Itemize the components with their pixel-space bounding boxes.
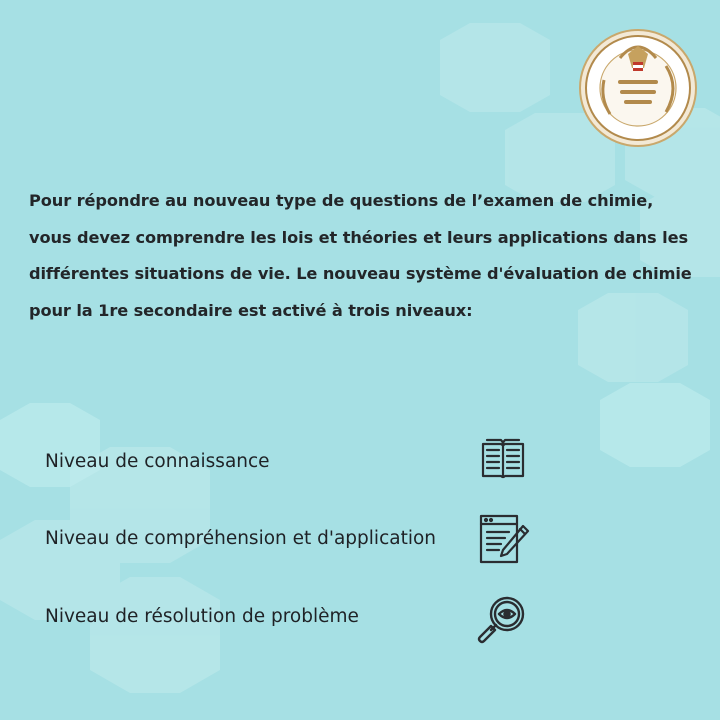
magnifier-eye-icon: [475, 592, 531, 648]
document-pen-icon: [475, 510, 531, 566]
hexagon-shape: [0, 403, 100, 487]
hexagon-shape: [600, 383, 710, 467]
hexagon-shape: [440, 23, 550, 112]
level-label-knowledge: Niveau de connaissance: [45, 451, 270, 472]
level-label-problem-solving: Niveau de résolution de problème: [45, 606, 359, 627]
open-book-icon: [475, 432, 531, 488]
intro-paragraph: Pour répondre au nouveau type de questions de l’examen de chimie, vous devez comprendre les lois et théories et leurs applications dans les différentes situations de vie. Le nouveau système d'évaluation de chimie pour la 1re secondaire est activé à trois niveaux:: [29, 191, 692, 320]
hexagon-shape: [90, 577, 220, 693]
ministry-seal-logo: [578, 28, 698, 148]
level-label-comprehension: Niveau de compréhension et d'application: [45, 528, 437, 549]
